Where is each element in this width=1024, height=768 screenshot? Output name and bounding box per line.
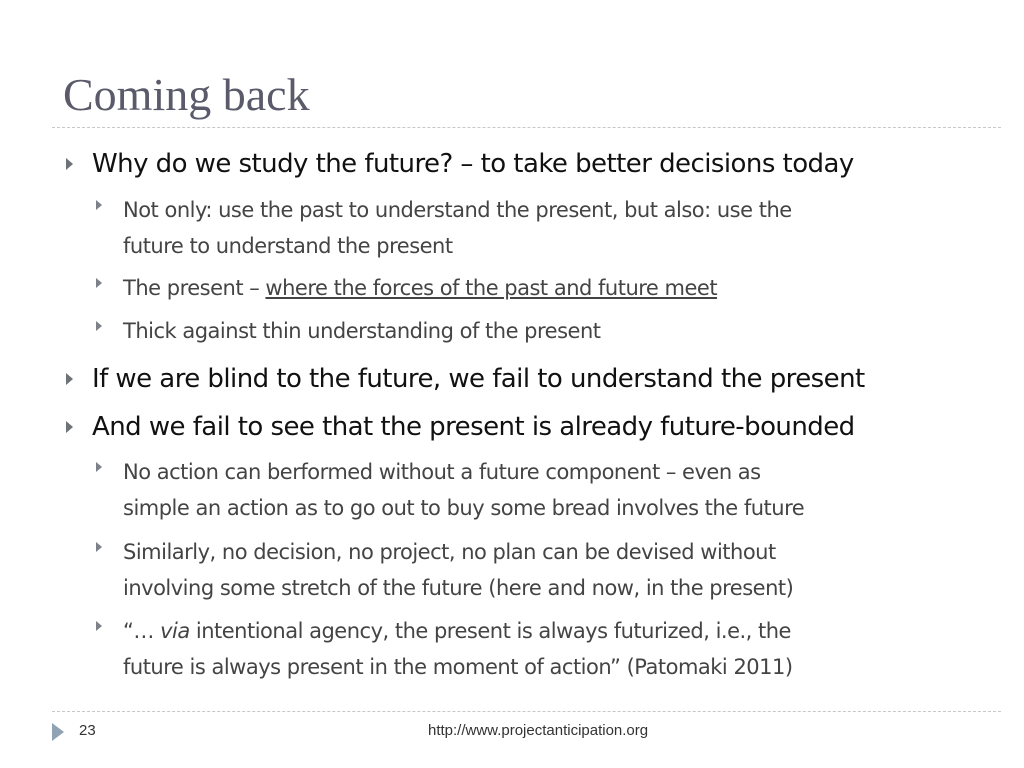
bullet-text-line: future to understand the present [123, 234, 453, 258]
footer-url[interactable]: http://www.projectanticipation.org [428, 722, 649, 739]
bullet-triangle-icon [66, 421, 73, 433]
bullet-triangle-icon [96, 321, 102, 331]
page-number: 23 [79, 722, 96, 739]
quote-open: “… [123, 619, 161, 643]
footer-divider [52, 711, 1001, 712]
bullet-text-line: involving some stretch of the future (here and now, in the present) [123, 576, 794, 600]
sub-bullet-the-present [123, 270, 717, 306]
sub-bullet-patomaki-quote [123, 613, 793, 685]
bullet-triangle-icon [96, 278, 102, 288]
italic-via: via [160, 619, 190, 643]
slide-title: Coming back [63, 69, 310, 120]
bullet-triangle-icon [96, 621, 102, 631]
bullet-triangle-icon [96, 462, 102, 472]
bullet-text: Thick against thin understanding of the present [123, 319, 601, 343]
bullet-text-line: simple an action as to go out to buy some bread involves the future [123, 496, 805, 520]
underlined-phrase: where the forces of the past and future meet [265, 276, 718, 300]
bullet-future-bounded [92, 412, 855, 442]
bullet-text-line: Similarly, no decision, no project, no plan can be devised without [123, 540, 776, 564]
bullet-triangle-icon [66, 373, 73, 385]
bullet-triangle-icon [96, 200, 102, 210]
bullet-blind-to-future [92, 364, 865, 394]
sub-bullet-no-action [123, 454, 804, 526]
bullet-text: If we are blind to the future, we fail to understand the present [92, 364, 865, 394]
bullet-text-prefix: The present – [123, 276, 266, 300]
footer-triangle-icon [52, 723, 64, 741]
bullet-text: And we fail to see that the present is already future-bounded [92, 412, 855, 442]
bullet-text-line: future is always present in the moment of action” (Patomaki 2011) [123, 655, 793, 679]
bullet-why-study-future [92, 149, 854, 179]
bullet-text: Why do we study the future? – to take better decisions today [92, 149, 854, 179]
bullet-triangle-icon [96, 542, 102, 552]
sub-bullet-no-decision [123, 534, 793, 606]
bullet-text-line: Not only: use the past to understand the present, but also: use the [123, 198, 792, 222]
bullet-triangle-icon [66, 158, 73, 170]
quote-text: intentional agency, the present is always futurized, i.e., the [189, 619, 791, 643]
sub-bullet-not-only [123, 192, 792, 264]
bullet-text-line: No action can berformed without a future component – even as [123, 460, 761, 484]
sub-bullet-thick-thin [123, 313, 601, 349]
